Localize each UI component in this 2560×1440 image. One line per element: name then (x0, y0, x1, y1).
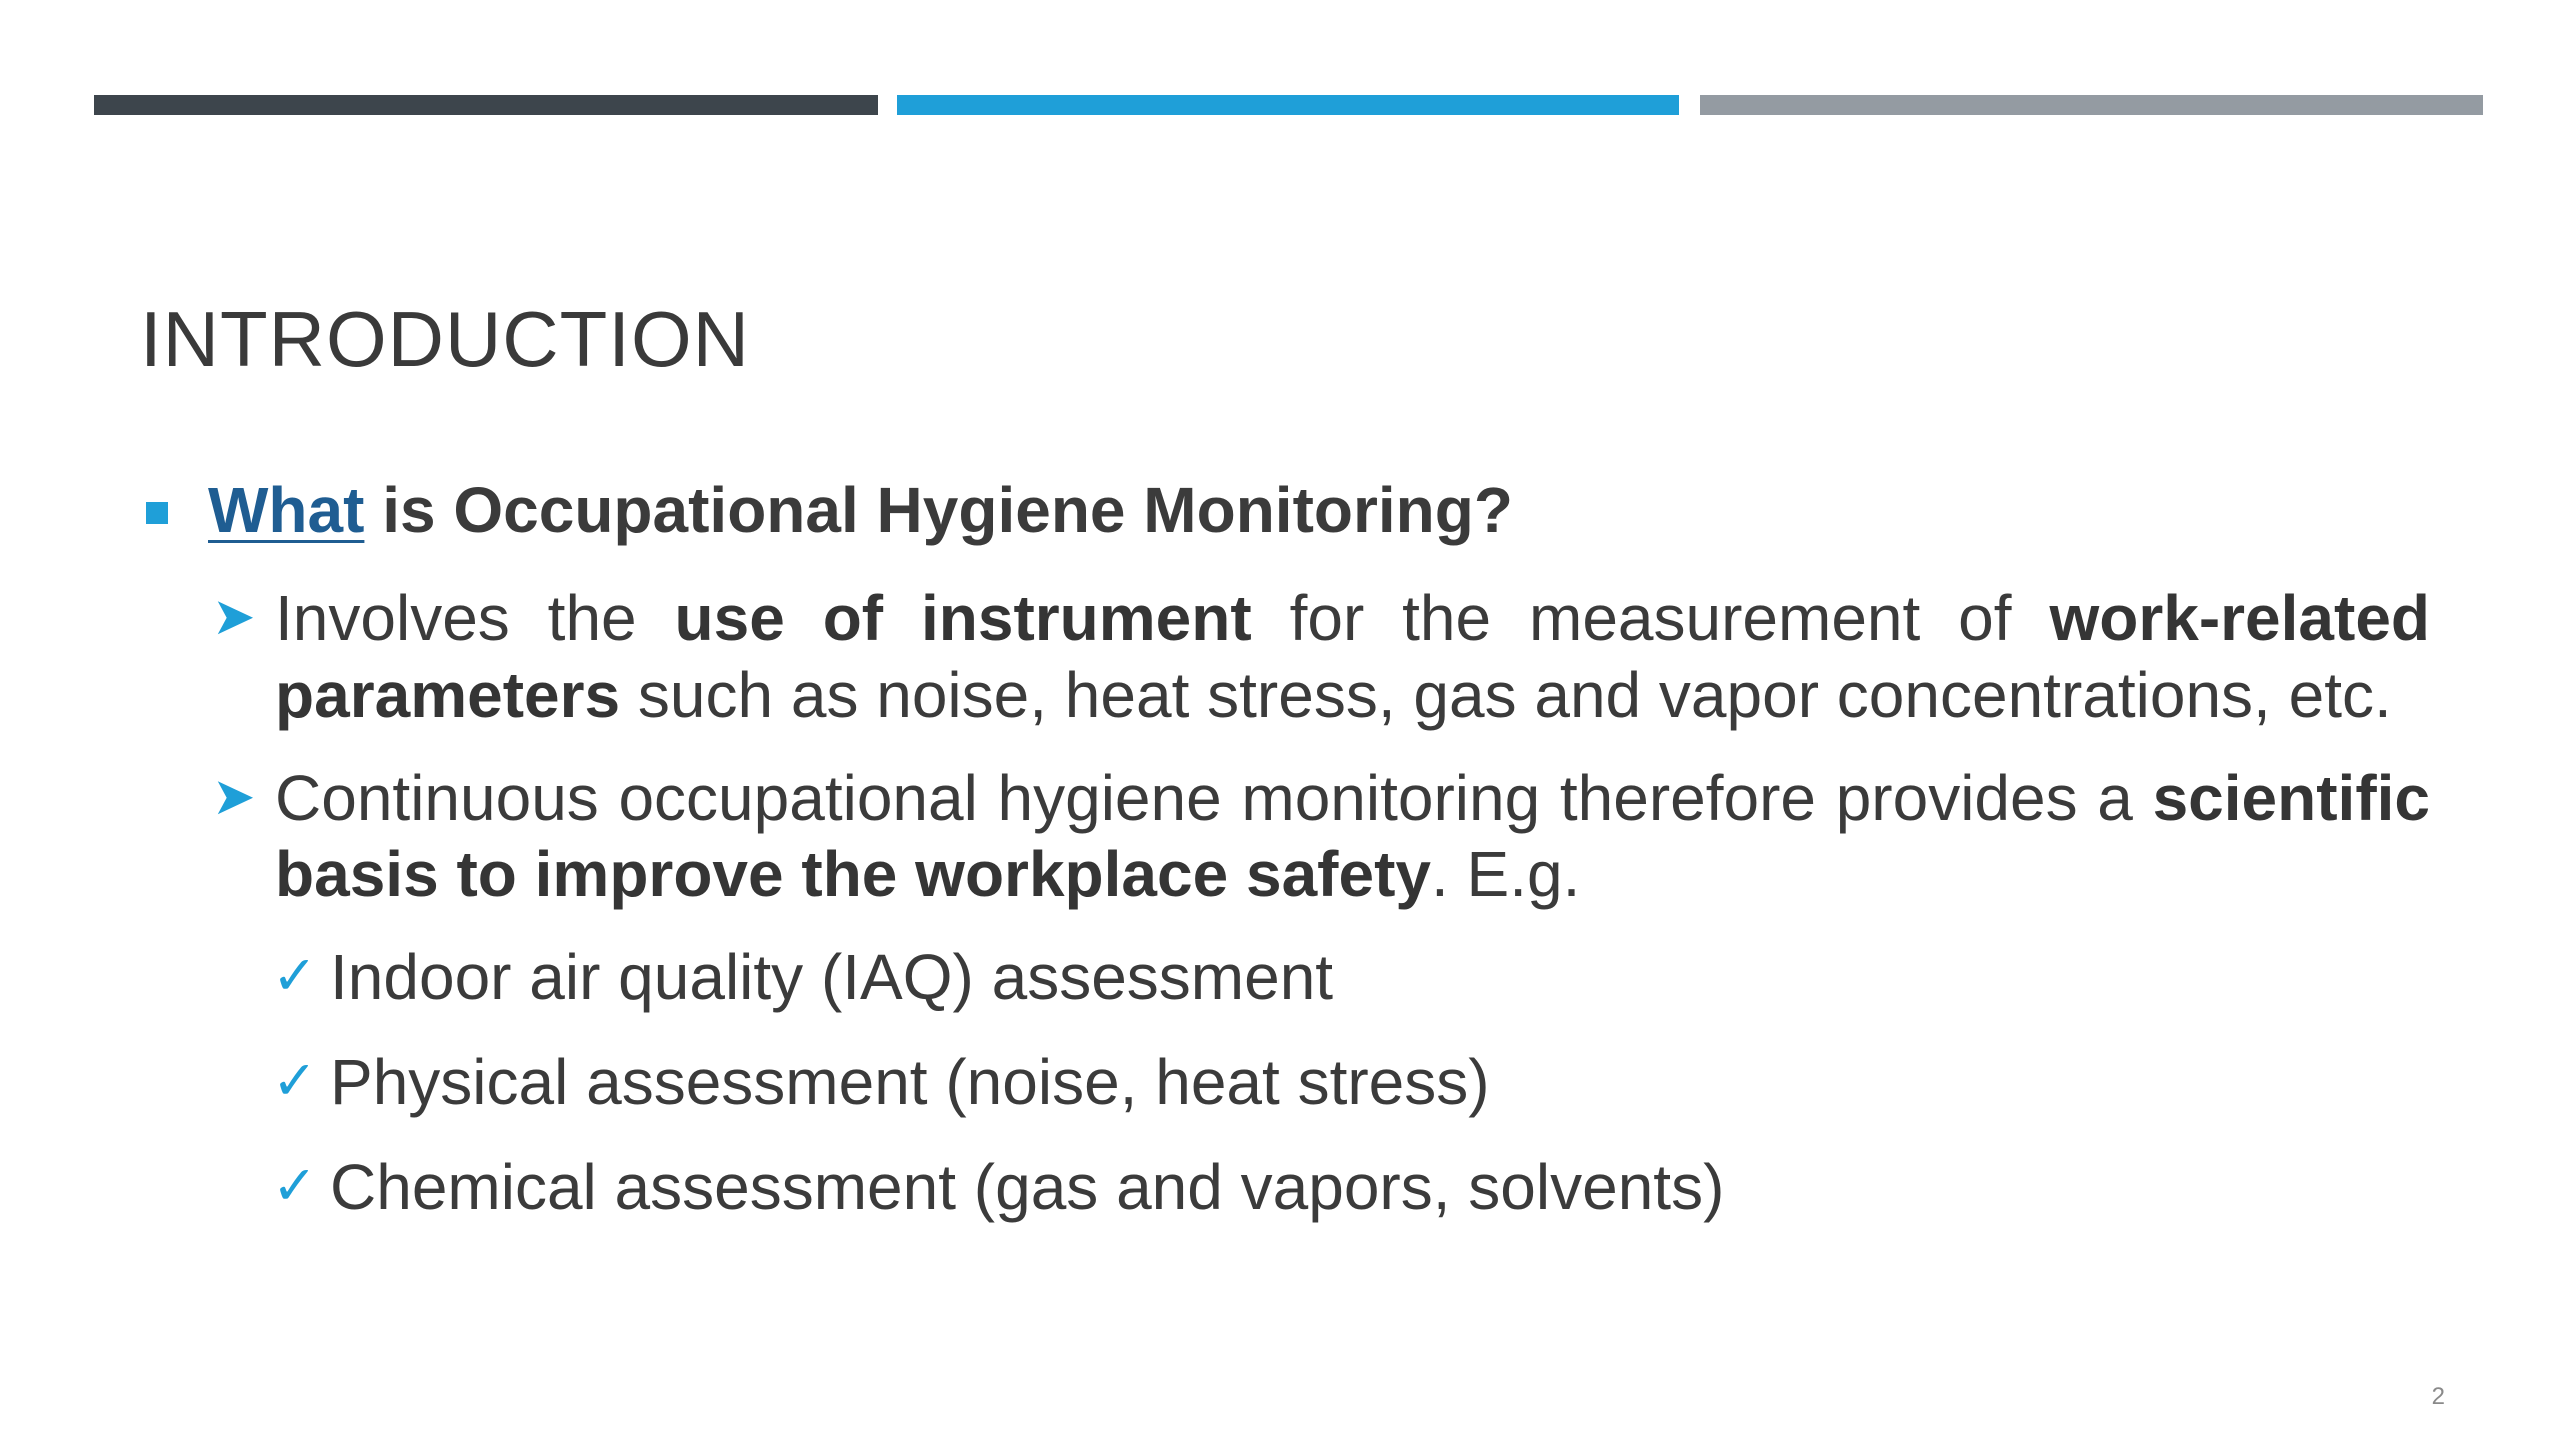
point1-bold-1: use of instrument (674, 582, 1252, 654)
point2-text-1: Continuous occupational hygiene monitoring therefore provides a (275, 761, 2153, 834)
point-instrument (140, 580, 2430, 734)
question-text: is Occupational Hygiene Monitoring? (364, 474, 1513, 546)
example-item (140, 939, 2430, 1016)
checkmark-icon: ✓ (272, 1155, 318, 1216)
point2-text-2: . E.g. (1430, 838, 1581, 911)
point1-text-2: for the measurement of (1251, 582, 2050, 654)
square-bullet-icon (146, 502, 168, 524)
question-heading (140, 470, 2430, 550)
point1-text-3: such as noise, heat stress, gas and vapor concentrations, etc. (620, 658, 2392, 731)
point-continuous-monitoring (140, 760, 2430, 914)
example-text: Physical assessment (noise, heat stress) (330, 1045, 1490, 1118)
example-text: Chemical assessment (gas and vapors, solvents) (330, 1150, 1725, 1223)
point1-text-1: Involves the (275, 582, 675, 654)
slide-title: INTRODUCTION (140, 295, 750, 383)
checkmark-icon: ✓ (272, 1050, 318, 1111)
example-item (140, 1044, 2430, 1121)
page-number: 2 (2431, 1383, 2445, 1410)
header-bar-dark (94, 95, 878, 115)
header-bar-blue (897, 95, 1679, 115)
header-bar-gray (1700, 95, 2483, 115)
what-link[interactable]: What (208, 474, 365, 546)
example-item (140, 1149, 2430, 1226)
arrow-bullet-icon: ➤ (212, 767, 256, 826)
example-text: Indoor air quality (IAQ) assessment (330, 941, 1334, 1014)
point2-bold-1: scientific basis to improve the workplace safety (275, 761, 2430, 911)
checkmark-icon: ✓ (272, 946, 318, 1007)
point1-bold-2: work-related parameters (275, 582, 2431, 731)
arrow-bullet-icon: ➤ (212, 588, 256, 646)
slide-content (140, 470, 2430, 1254)
